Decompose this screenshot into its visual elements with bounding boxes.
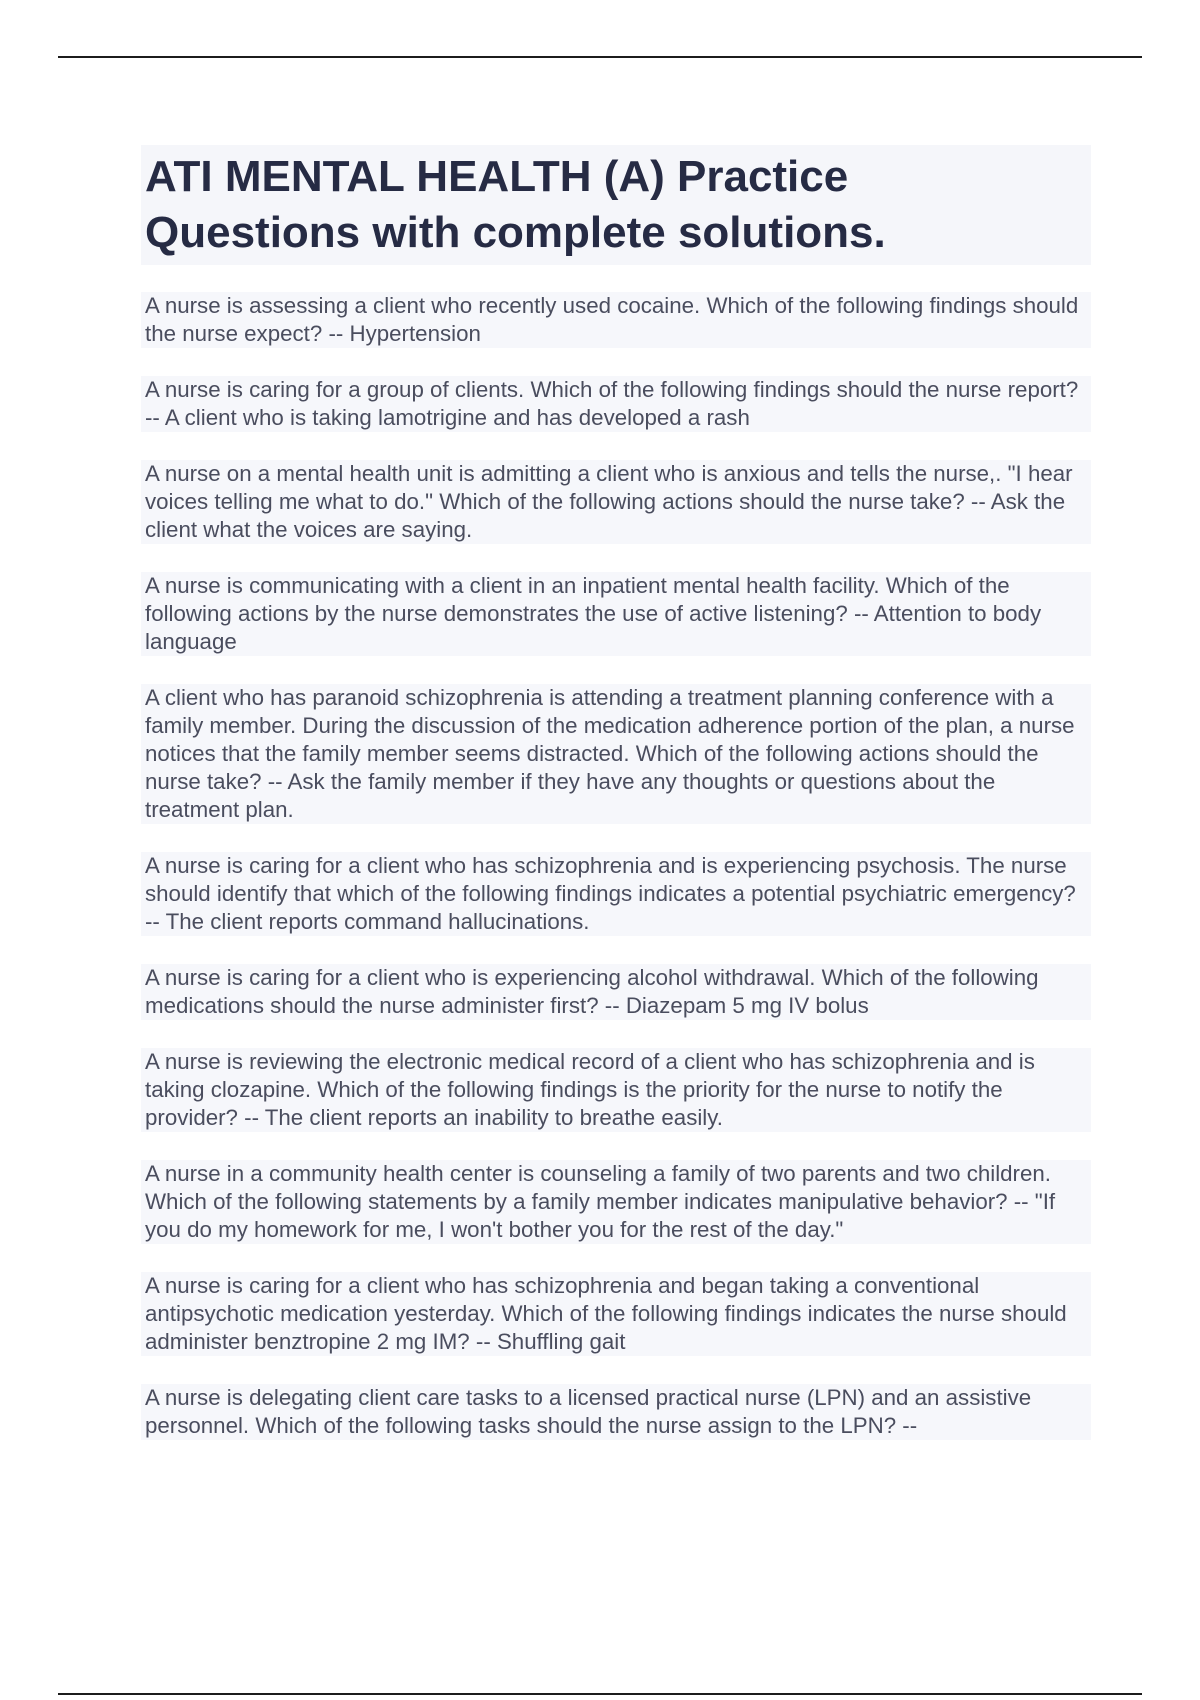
title-line-1: ATI MENTAL HEALTH (A) Practice <box>145 152 849 201</box>
question-item-5: A client who has paranoid schizophrenia is attending a treatment planning conference with a family member. During the discussion of the medication adherence portion of the plan, a nurse notices that the family member seems distracted. Which of the following actions should the nurse take? -- Ask the family member if they have any thoughts or questions about the treatment plan. <box>141 684 1091 824</box>
question-item-4: A nurse is communicating with a client in an inpatient mental health facility. Which of the following actions by the nurse demonstrates the use of active listening? -- Attention to body language <box>141 572 1091 656</box>
top-rule <box>58 56 1142 58</box>
question-item-8: A nurse is reviewing the electronic medical record of a client who has schizophrenia and is taking clozapine. Which of the following findings is the priority for the nurse to notify the provider? -- The client reports an inability to breathe easily. <box>141 1048 1091 1132</box>
document-body <box>141 145 1091 1468</box>
question-item-10: A nurse is caring for a client who has schizophrenia and began taking a conventional antipsychotic medication yesterday. Which of the following findings indicates the nurse should administer benztropine 2 mg IM? -- Shuffling gait <box>141 1272 1091 1356</box>
question-item-6: A nurse is caring for a client who has schizophrenia and is experiencing psychosis. The nurse should identify that which of the following findings indicates a potential psychiatric emergency? -- The client reports command hallucinations. <box>141 852 1091 936</box>
question-item-9: A nurse in a community health center is counseling a family of two parents and two children. Which of the following statements by a family member indicates manipulative behavior? -- "If you do my homework for me, I won't bother you for the rest of the day." <box>141 1160 1091 1244</box>
question-item-7: A nurse is caring for a client who is experiencing alcohol withdrawal. Which of the following medications should the nurse administer first? -- Diazepam 5 mg IV bolus <box>141 964 1091 1020</box>
question-item-2: A nurse is caring for a group of clients. Which of the following findings should the nurse report? -- A client who is taking lamotrigine and has developed a rash <box>141 376 1091 432</box>
question-item-1: A nurse is assessing a client who recently used cocaine. Which of the following findings should the nurse expect? -- Hypertension <box>141 292 1091 348</box>
question-item-11: A nurse is delegating client care tasks to a licensed practical nurse (LPN) and an assistive personnel. Which of the following tasks should the nurse assign to the LPN? -- <box>141 1384 1091 1440</box>
document-title <box>141 145 1091 265</box>
question-list <box>141 292 1091 1440</box>
title-line-2: Questions with complete solutions. <box>145 208 886 257</box>
question-item-3: A nurse on a mental health unit is admitting a client who is anxious and tells the nurse,. "I hear voices telling me what to do." Which of the following actions should the nurse take? -- Ask the client what the voices are saying. <box>141 460 1091 544</box>
bottom-rule <box>58 1693 1142 1695</box>
